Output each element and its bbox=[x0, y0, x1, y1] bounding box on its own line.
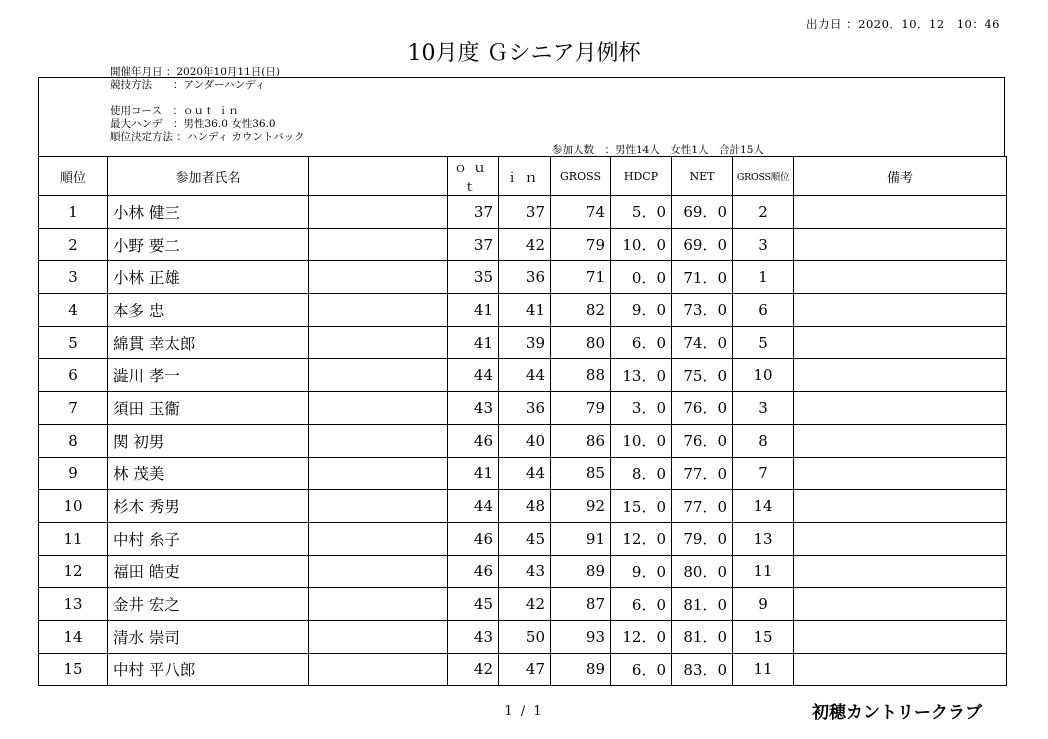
blank-cell bbox=[309, 326, 448, 359]
name-cell: 須田 玉衞 bbox=[108, 392, 309, 425]
table-row bbox=[39, 490, 1007, 523]
out-score-cell: 41 bbox=[448, 457, 499, 490]
blank-cell bbox=[309, 653, 448, 686]
net-cell: 76．0 bbox=[672, 424, 733, 457]
gross-rank-cell: 6 bbox=[733, 294, 794, 327]
in-score-cell: 36 bbox=[499, 392, 551, 425]
header-in: ｉｎ bbox=[499, 157, 551, 196]
remarks-cell bbox=[794, 261, 1007, 294]
gross-rank-cell: 2 bbox=[733, 196, 794, 229]
results-table bbox=[38, 156, 1007, 686]
name-cell: 中村 平八郎 bbox=[108, 653, 309, 686]
blank-cell bbox=[309, 196, 448, 229]
gross-rank-cell: 3 bbox=[733, 392, 794, 425]
net-cell: 81．0 bbox=[672, 588, 733, 621]
remarks-cell bbox=[794, 424, 1007, 457]
rank-cell: 2 bbox=[39, 228, 108, 261]
gross-cell: 89 bbox=[551, 653, 611, 686]
out-score-cell: 41 bbox=[448, 326, 499, 359]
name-cell: 小林 正雄 bbox=[108, 261, 309, 294]
hdcp-cell: 10．0 bbox=[611, 424, 672, 457]
remarks-cell bbox=[794, 457, 1007, 490]
hdcp-cell: 0．0 bbox=[611, 261, 672, 294]
gross-rank-cell: 9 bbox=[733, 588, 794, 621]
gross-cell: 82 bbox=[551, 294, 611, 327]
out-score-cell: 43 bbox=[448, 620, 499, 653]
table-header-row bbox=[39, 157, 1007, 196]
in-score-cell: 39 bbox=[499, 326, 551, 359]
blank-cell bbox=[309, 457, 448, 490]
gross-cell: 86 bbox=[551, 424, 611, 457]
table-row bbox=[39, 359, 1007, 392]
remarks-cell bbox=[794, 522, 1007, 555]
blank-cell bbox=[309, 294, 448, 327]
hdcp-cell: 6．0 bbox=[611, 588, 672, 621]
blank-cell bbox=[309, 490, 448, 523]
net-cell: 79．0 bbox=[672, 522, 733, 555]
table-row bbox=[39, 588, 1007, 621]
table-row bbox=[39, 555, 1007, 588]
blank-cell bbox=[309, 392, 448, 425]
rank-cell: 13 bbox=[39, 588, 108, 621]
gross-cell: 93 bbox=[551, 620, 611, 653]
rank-cell: 9 bbox=[39, 457, 108, 490]
course-info: 使用コース ：ｏｕｔ ｉｎ bbox=[110, 105, 239, 117]
in-score-cell: 43 bbox=[499, 555, 551, 588]
blank-cell bbox=[309, 522, 448, 555]
header-rank: 順位 bbox=[39, 157, 108, 196]
name-cell: 中村 糸子 bbox=[108, 522, 309, 555]
held-date: 開催年月日 ：2020年10月11日(日) bbox=[110, 66, 280, 78]
remarks-cell bbox=[794, 196, 1007, 229]
rank-cell: 7 bbox=[39, 392, 108, 425]
name-cell: 清水 崇司 bbox=[108, 620, 309, 653]
table-row bbox=[39, 522, 1007, 555]
remarks-cell bbox=[794, 653, 1007, 686]
participant-count: 参加人数 ：男性14人 女性1人 合計15人 bbox=[552, 144, 764, 156]
remarks-cell bbox=[794, 326, 1007, 359]
gross-rank-cell: 5 bbox=[733, 326, 794, 359]
gross-rank-cell: 7 bbox=[733, 457, 794, 490]
net-cell: 77．0 bbox=[672, 490, 733, 523]
gross-rank-cell: 8 bbox=[733, 424, 794, 457]
page-number: 1 / 1 bbox=[504, 704, 544, 719]
out-score-cell: 37 bbox=[448, 196, 499, 229]
rank-cell: 12 bbox=[39, 555, 108, 588]
rank-cell: 1 bbox=[39, 196, 108, 229]
in-score-cell: 42 bbox=[499, 228, 551, 261]
club-name: 初穂カントリークラブ bbox=[812, 703, 982, 723]
hdcp-cell: 6．0 bbox=[611, 326, 672, 359]
hdcp-cell: 5．0 bbox=[611, 196, 672, 229]
out-score-cell: 42 bbox=[448, 653, 499, 686]
in-score-cell: 37 bbox=[499, 196, 551, 229]
hdcp-cell: 8．0 bbox=[611, 457, 672, 490]
gross-cell: 80 bbox=[551, 326, 611, 359]
competition-method: 競技方法 ：アンダーハンディ bbox=[110, 79, 266, 91]
gross-rank-cell: 15 bbox=[733, 620, 794, 653]
in-score-cell: 44 bbox=[499, 457, 551, 490]
in-score-cell: 47 bbox=[499, 653, 551, 686]
in-score-cell: 41 bbox=[499, 294, 551, 327]
table-row bbox=[39, 294, 1007, 327]
gross-cell: 87 bbox=[551, 588, 611, 621]
hdcp-cell: 12．0 bbox=[611, 620, 672, 653]
gross-cell: 74 bbox=[551, 196, 611, 229]
hdcp-cell: 13．0 bbox=[611, 359, 672, 392]
blank-cell bbox=[309, 228, 448, 261]
header-blank bbox=[309, 157, 448, 196]
blank-cell bbox=[309, 424, 448, 457]
hdcp-cell: 15．0 bbox=[611, 490, 672, 523]
remarks-cell bbox=[794, 620, 1007, 653]
table-row bbox=[39, 228, 1007, 261]
table-row bbox=[39, 326, 1007, 359]
in-score-cell: 44 bbox=[499, 359, 551, 392]
table-row bbox=[39, 196, 1007, 229]
blank-cell bbox=[309, 359, 448, 392]
name-cell: 福田 皓吏 bbox=[108, 555, 309, 588]
out-score-cell: 45 bbox=[448, 588, 499, 621]
hdcp-cell: 10．0 bbox=[611, 228, 672, 261]
name-cell: 澁川 孝一 bbox=[108, 359, 309, 392]
gross-rank-cell: 13 bbox=[733, 522, 794, 555]
name-cell: 林 茂美 bbox=[108, 457, 309, 490]
net-cell: 80．0 bbox=[672, 555, 733, 588]
out-score-cell: 37 bbox=[448, 228, 499, 261]
gross-rank-cell: 1 bbox=[733, 261, 794, 294]
hdcp-cell: 9．0 bbox=[611, 555, 672, 588]
hdcp-cell: 6．0 bbox=[611, 653, 672, 686]
table-row bbox=[39, 653, 1007, 686]
name-cell: 綿貫 幸太郎 bbox=[108, 326, 309, 359]
remarks-cell bbox=[794, 490, 1007, 523]
out-score-cell: 46 bbox=[448, 555, 499, 588]
gross-rank-cell: 10 bbox=[733, 359, 794, 392]
gross-cell: 89 bbox=[551, 555, 611, 588]
hdcp-cell: 12．0 bbox=[611, 522, 672, 555]
gross-cell: 91 bbox=[551, 522, 611, 555]
remarks-cell bbox=[794, 555, 1007, 588]
output-date: 出力日 ：2020．10．12 10：46 bbox=[806, 17, 1000, 31]
page-title: 10月度 Ｇシニア月例杯 bbox=[407, 41, 641, 66]
rank-cell: 15 bbox=[39, 653, 108, 686]
name-cell: 本多 忠 bbox=[108, 294, 309, 327]
table-row bbox=[39, 261, 1007, 294]
gross-cell: 71 bbox=[551, 261, 611, 294]
out-score-cell: 35 bbox=[448, 261, 499, 294]
header-gross-rank: GROSS順位 bbox=[733, 157, 794, 196]
blank-cell bbox=[309, 620, 448, 653]
name-cell: 金井 宏之 bbox=[108, 588, 309, 621]
rank-cell: 4 bbox=[39, 294, 108, 327]
remarks-cell bbox=[794, 294, 1007, 327]
out-score-cell: 44 bbox=[448, 490, 499, 523]
remarks-cell bbox=[794, 588, 1007, 621]
in-score-cell: 42 bbox=[499, 588, 551, 621]
rank-cell: 11 bbox=[39, 522, 108, 555]
name-cell: 杉木 秀男 bbox=[108, 490, 309, 523]
net-cell: 77．0 bbox=[672, 457, 733, 490]
header-net: NET bbox=[672, 157, 733, 196]
out-score-cell: 44 bbox=[448, 359, 499, 392]
header-out: ｏｕｔ bbox=[448, 157, 499, 196]
rank-cell: 8 bbox=[39, 424, 108, 457]
gross-rank-cell: 11 bbox=[733, 653, 794, 686]
net-cell: 69．0 bbox=[672, 196, 733, 229]
rank-cell: 10 bbox=[39, 490, 108, 523]
max-handicap: 最大ハンデ ：男性36.0 女性36.0 bbox=[110, 118, 276, 130]
net-cell: 83．0 bbox=[672, 653, 733, 686]
header-gross: GROSS bbox=[551, 157, 611, 196]
gross-cell: 79 bbox=[551, 392, 611, 425]
ranking-method: 順位決定方法 ：ハンディ カウントバック bbox=[110, 131, 305, 143]
remarks-cell bbox=[794, 359, 1007, 392]
blank-cell bbox=[309, 555, 448, 588]
net-cell: 71．0 bbox=[672, 261, 733, 294]
rank-cell: 3 bbox=[39, 261, 108, 294]
rank-cell: 6 bbox=[39, 359, 108, 392]
gross-cell: 88 bbox=[551, 359, 611, 392]
hdcp-cell: 9．0 bbox=[611, 294, 672, 327]
out-score-cell: 46 bbox=[448, 522, 499, 555]
net-cell: 81．0 bbox=[672, 620, 733, 653]
header-remarks: 備考 bbox=[794, 157, 1007, 196]
in-score-cell: 40 bbox=[499, 424, 551, 457]
net-cell: 75．0 bbox=[672, 359, 733, 392]
header-name: 参加者氏名 bbox=[108, 157, 309, 196]
net-cell: 73．0 bbox=[672, 294, 733, 327]
out-score-cell: 46 bbox=[448, 424, 499, 457]
name-cell: 関 初男 bbox=[108, 424, 309, 457]
remarks-cell bbox=[794, 228, 1007, 261]
out-score-cell: 43 bbox=[448, 392, 499, 425]
out-score-cell: 41 bbox=[448, 294, 499, 327]
name-cell: 小林 健三 bbox=[108, 196, 309, 229]
gross-rank-cell: 3 bbox=[733, 228, 794, 261]
hdcp-cell: 3．0 bbox=[611, 392, 672, 425]
gross-cell: 85 bbox=[551, 457, 611, 490]
gross-cell: 92 bbox=[551, 490, 611, 523]
net-cell: 69．0 bbox=[672, 228, 733, 261]
gross-rank-cell: 11 bbox=[733, 555, 794, 588]
table-row bbox=[39, 620, 1007, 653]
gross-rank-cell: 14 bbox=[733, 490, 794, 523]
name-cell: 小野 要二 bbox=[108, 228, 309, 261]
rank-cell: 5 bbox=[39, 326, 108, 359]
rank-cell: 14 bbox=[39, 620, 108, 653]
table-row bbox=[39, 424, 1007, 457]
net-cell: 76．0 bbox=[672, 392, 733, 425]
table-row bbox=[39, 392, 1007, 425]
table-row bbox=[39, 457, 1007, 490]
in-score-cell: 48 bbox=[499, 490, 551, 523]
in-score-cell: 36 bbox=[499, 261, 551, 294]
blank-cell bbox=[309, 261, 448, 294]
remarks-cell bbox=[794, 392, 1007, 425]
net-cell: 74．0 bbox=[672, 326, 733, 359]
in-score-cell: 45 bbox=[499, 522, 551, 555]
gross-cell: 79 bbox=[551, 228, 611, 261]
in-score-cell: 50 bbox=[499, 620, 551, 653]
blank-cell bbox=[309, 588, 448, 621]
header-hdcp: HDCP bbox=[611, 157, 672, 196]
